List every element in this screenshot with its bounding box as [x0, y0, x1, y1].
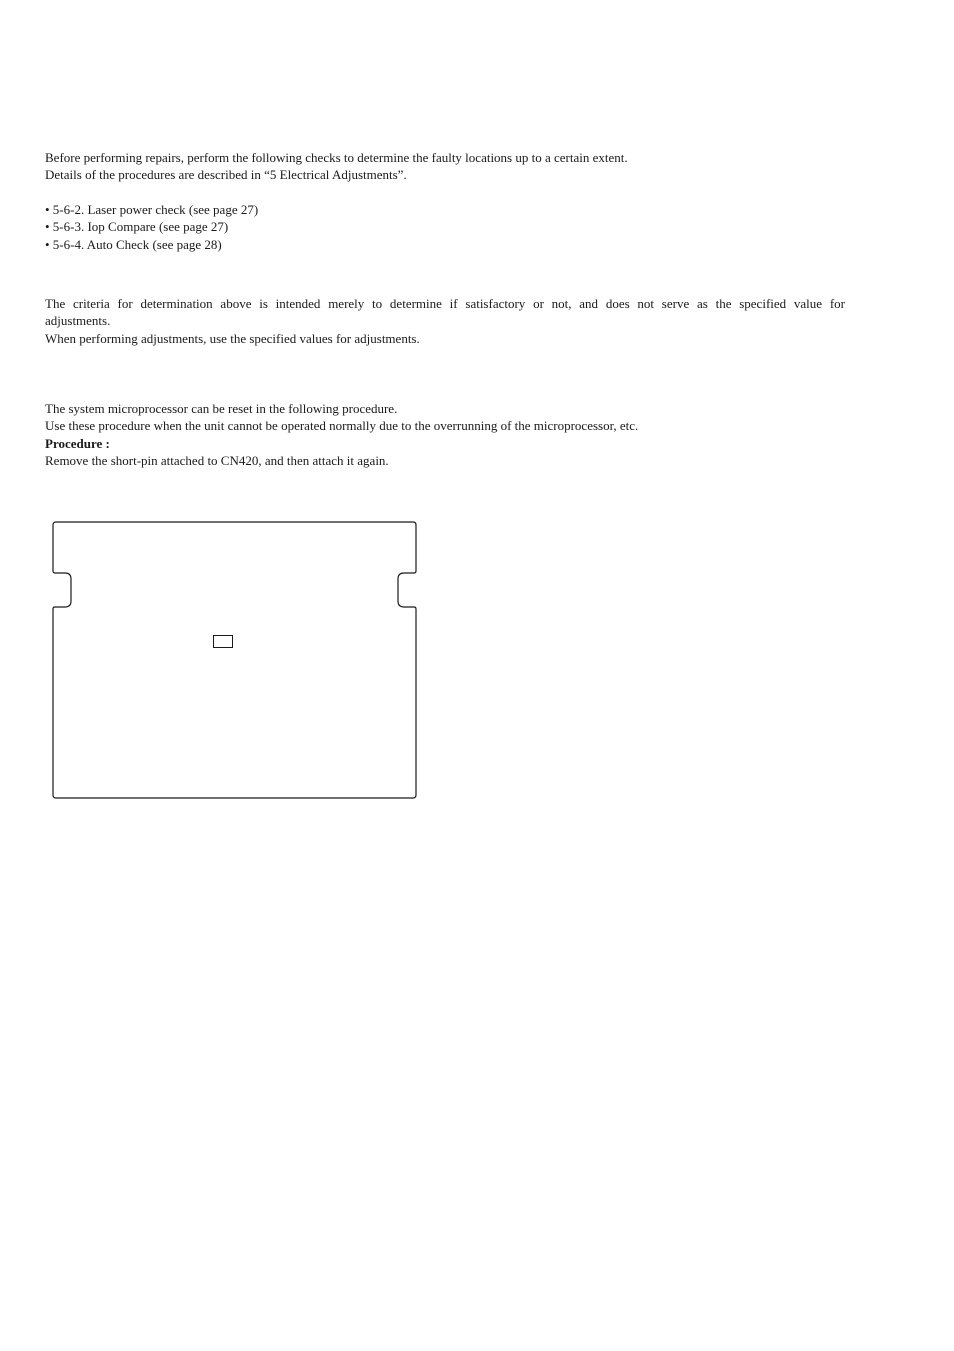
reset-line-2: Use these procedure when the unit cannot be operated normally due to the overrunning of the microprocessor, etc.	[45, 418, 639, 434]
list-item: • 5-6-2. Laser power check (see page 27)	[45, 202, 259, 217]
reset-paragraph	[45, 400, 845, 469]
checks-list	[45, 201, 845, 253]
criteria-line-3: When performing adjustments, use the specified values for adjustments.	[45, 330, 420, 346]
intro-line-2: Details of the procedures are described in “5 Electrical Adjustments”.	[45, 167, 407, 183]
circuit-board-figure	[50, 519, 420, 801]
intro-paragraph	[45, 149, 845, 184]
short-pin-connector-icon	[214, 636, 233, 648]
circuit-board-outline-icon	[50, 519, 420, 801]
intro-line-1: Before performing repairs, perform the following checks to determine the faulty locations up to a certain extent.	[45, 150, 628, 165]
board-outline	[53, 522, 416, 798]
list-item: • 5-6-3. Iop Compare (see page 27)	[45, 219, 229, 235]
procedure-text: Remove the short-pin attached to CN420, and then attach it again.	[45, 452, 389, 468]
list-item: • 5-6-4. Auto Check (see page 28)	[45, 236, 222, 252]
procedure-label: Procedure :	[45, 435, 110, 451]
criteria-paragraph	[45, 295, 845, 347]
criteria-line-2: adjustments.	[45, 313, 111, 329]
criteria-line-1: The criteria for determination above is intended merely to determine if satisfactory or not, and does not serve as the specified value for	[45, 296, 845, 311]
reset-line-1: The system microprocessor can be reset in the following procedure.	[45, 401, 398, 416]
